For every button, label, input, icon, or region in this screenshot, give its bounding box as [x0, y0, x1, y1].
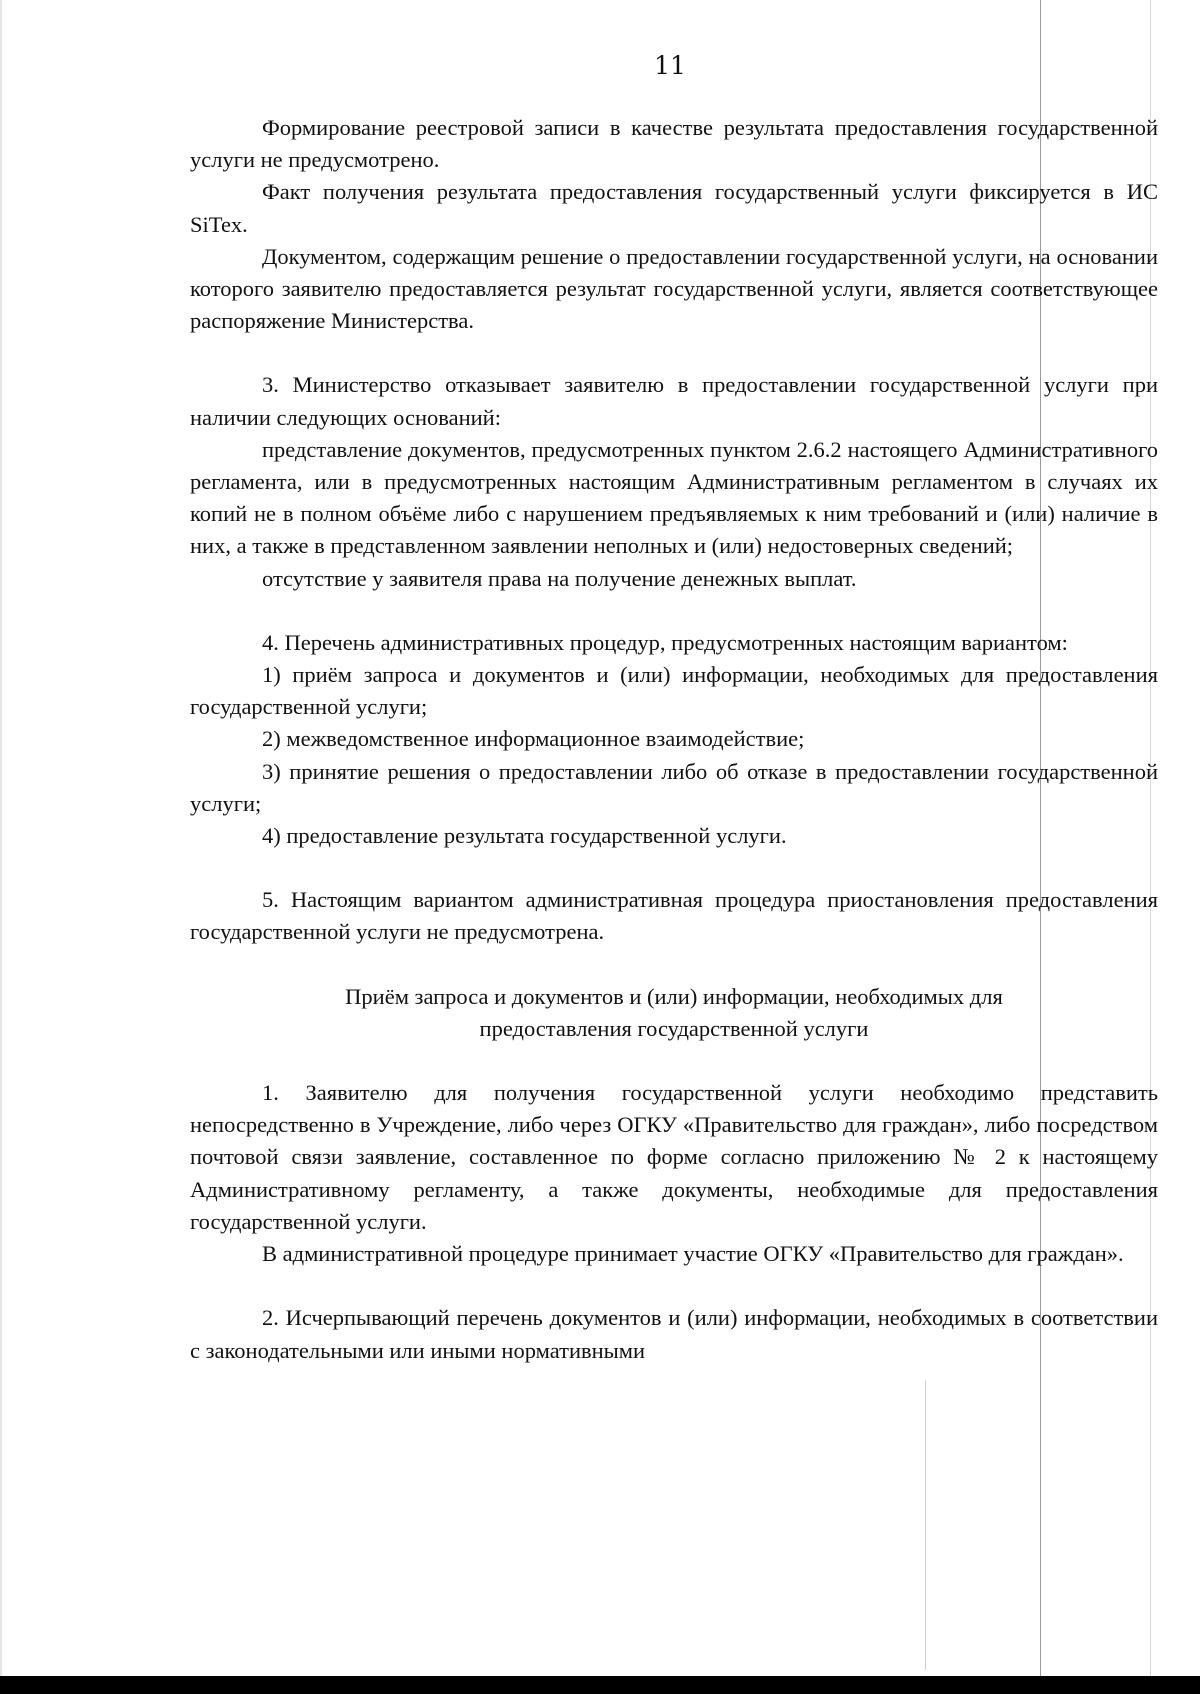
list-item-procedure-1: 1) приём запроса и документов и (или) информации, необходимых для предоставления государственной услуги; — [190, 662, 1158, 720]
scan-bottom-border — [0, 1676, 1200, 1694]
section-heading-line-1: Приём запроса и документов и (или) информации, необходимых для — [345, 983, 1003, 1009]
paragraph-application-submission: 1. Заявителю для получения государственной услуги необходимо представить непосредственно в Учреждение, либо через ОГКУ «Правительство для граждан», либо посредством почтовой связи заявление, составленное по форме согласно приложению № 2 к настоящему Административному регламенту, а также документы, необходимые для предоставления государственной услуги. — [190, 1080, 1158, 1234]
list-item-procedure-3: 3) принятие решения о предоставлении либо об отказе в предоставлении государственной услуги; — [190, 758, 1158, 816]
paragraph-registry-record: Формирование реестровой записи в качестве результата предоставления государственной услуги не предусмотрено. — [190, 115, 1158, 173]
paragraph-ogku-participation: В административной процедуре принимает участие ОГКУ «Правительство для граждан». — [262, 1241, 1124, 1267]
document-body — [190, 112, 1158, 1367]
paragraph-documents-list: 2. Исчерпывающий перечень документов и (или) информации, необходимых в соответствии с законодательными или иными нормативными — [190, 1305, 1158, 1363]
list-item-procedure-4: 4) предоставление результата государственной услуги. — [262, 823, 787, 849]
paragraph-procedures-list: 4. Перечень административных процедур, предусмотренных настоящим вариантом: — [262, 629, 1068, 655]
page-number: 11 — [654, 51, 686, 80]
paragraph-refusal-grounds: 3. Министерство отказывает заявителю в предоставлении государственной услуги при наличии следующих оснований: — [190, 372, 1158, 430]
section-heading — [190, 981, 1158, 1045]
paragraph-suspension: 5. Настоящим вариантом административная процедура приостановления предоставления государственной услуги не предусмотрена. — [190, 887, 1158, 945]
list-item-procedure-2: 2) межведомственное информационное взаимодействие; — [262, 726, 805, 752]
paragraph-result-fact: Факт получения результата предоставления государственный услуги фиксируется в ИС SiTex. — [190, 179, 1158, 237]
scan-left-edge — [0, 0, 2, 1694]
paragraph-decision-document: Документом, содержащим решение о предоставлении государственной услуги, на основании которого заявителю предоставляется результат государственной услуги, является соответствующее распоряжение Министерства. — [190, 243, 1158, 334]
paragraph-refusal-ground-no-right: отсутствие у заявителя права на получение денежных выплат. — [262, 565, 857, 591]
paragraph-refusal-ground-documents: представление документов, предусмотренных пунктом 2.6.2 настоящего Административного регламента, или в предусмотренных настоящим Административным регламентом в случаях их копий не в полном объёме либо с нарушением предъявляемых к ним требований и (или) наличие в них, а также в представленном заявлении неполных и (или) недостоверных сведений; — [190, 436, 1158, 559]
section-heading-line-2: предоставления государственной услуги — [479, 1015, 869, 1041]
scan-artifact-line — [925, 1380, 926, 1670]
